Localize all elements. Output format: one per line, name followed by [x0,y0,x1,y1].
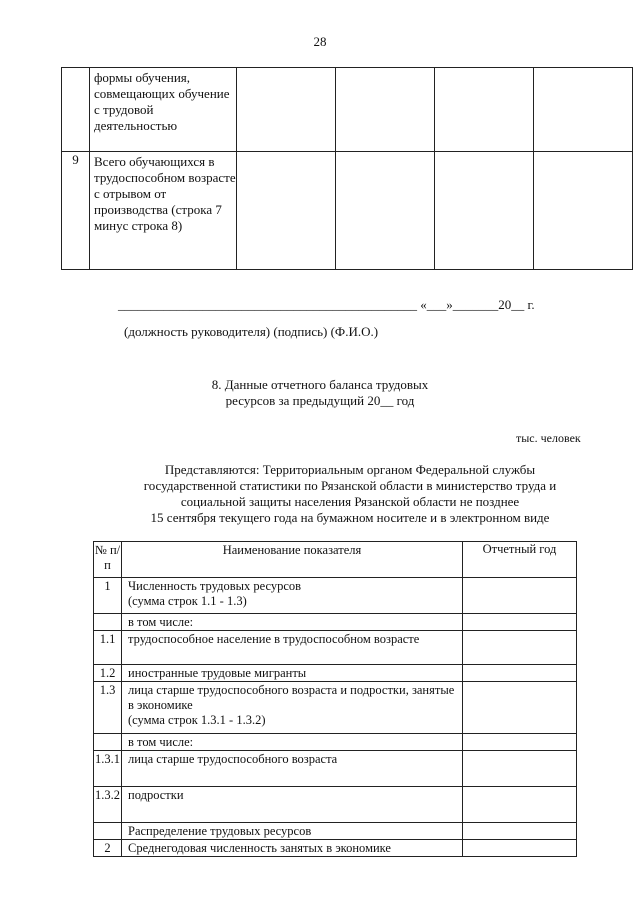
row-name-line: Численность трудовых ресурсов [128,579,302,593]
row-number: 1.1 [94,631,122,665]
row-name: трудоспособное население в трудоспособном возрасте [122,631,463,665]
empty-cell [435,152,534,270]
row-name: подростки [122,787,463,823]
row-name: иностранные трудовые мигранты [122,665,463,682]
row-number [94,823,122,840]
row-number: 1 [94,578,122,614]
table-row [62,152,633,270]
section-title-line2: ресурсов за предыдущий 20__ год [225,393,415,408]
table-row [94,682,577,734]
top-table [61,67,633,270]
row-number [62,68,90,152]
row-number [94,734,122,751]
row-name: в том числе: [122,734,463,751]
signature-caption: (должность руководителя) (подпись) (Ф.И.О.) [124,324,379,339]
row-name: Среднегодовая численность занятых в экономике [122,840,463,857]
header-number: № п/п [94,542,122,578]
row-name: Распределение трудовых ресурсов [122,823,463,840]
intro-line: 15 сентября текущего года на бумажном носителе и в электронном виде [150,510,550,525]
value-cell [463,787,577,823]
empty-cell [237,68,336,152]
empty-cell [336,152,435,270]
table-row [94,751,577,787]
row-number: 1.3.1 [94,751,122,787]
empty-cell [534,152,633,270]
value-cell [463,682,577,734]
intro-line: государственной статистики по Рязанской области в министерство труда и [143,478,557,493]
value-cell [463,734,577,751]
value-cell [463,614,577,631]
row-name: Всего обучающихся в трудоспособном возрасте с отрывом от производства (строка 7 минус строка 8) [90,152,237,270]
row-number: 9 [62,152,90,270]
row-name: формы обучения, совмещающих обучение с трудовой деятельностью [90,68,237,152]
table-header-row [94,542,577,578]
row-number [94,614,122,631]
empty-cell [435,68,534,152]
table-row [94,787,577,823]
table-row [94,823,577,840]
value-cell [463,578,577,614]
table-row [94,840,577,857]
table-row [94,631,577,665]
intro-line: Представляются: Территориальным органом Федеральной службы [164,462,536,477]
table-row [94,614,577,631]
row-name-note: (сумма строк 1.3.1 - 1.3.2) [128,713,266,727]
row-name-line: лица старше трудоспособного возраста и подростки, занятые в экономике [128,683,455,712]
row-number: 1.3.2 [94,787,122,823]
value-cell [463,840,577,857]
value-cell [463,823,577,840]
header-name: Наименование показателя [122,542,463,578]
value-cell [463,631,577,665]
header-value: Отчетный год [463,542,577,578]
signature-line: ______________________________________________ «___»_______20__ г. [118,297,535,312]
value-cell [463,751,577,787]
balance-table [93,541,577,857]
intro-line: социальной защиты населения Рязанской области не позднее [180,494,520,509]
row-number: 1.2 [94,665,122,682]
table-row [62,68,633,152]
section-title-line1: 8. Данные отчетного баланса трудовых [211,377,429,392]
empty-cell [534,68,633,152]
row-name [122,682,463,734]
row-number: 2 [94,840,122,857]
row-name: лица старше трудоспособного возраста [122,751,463,787]
page-number: 28 [313,34,327,49]
row-number: 1.3 [94,682,122,734]
empty-cell [336,68,435,152]
table-row [94,665,577,682]
empty-cell [237,152,336,270]
table-row [94,734,577,751]
value-cell [463,665,577,682]
row-name-note: (сумма строк 1.1 - 1.3) [128,594,247,608]
table-row [94,578,577,614]
row-name [122,578,463,614]
row-name: в том числе: [122,614,463,631]
units-label: тыс. человек [516,431,581,445]
